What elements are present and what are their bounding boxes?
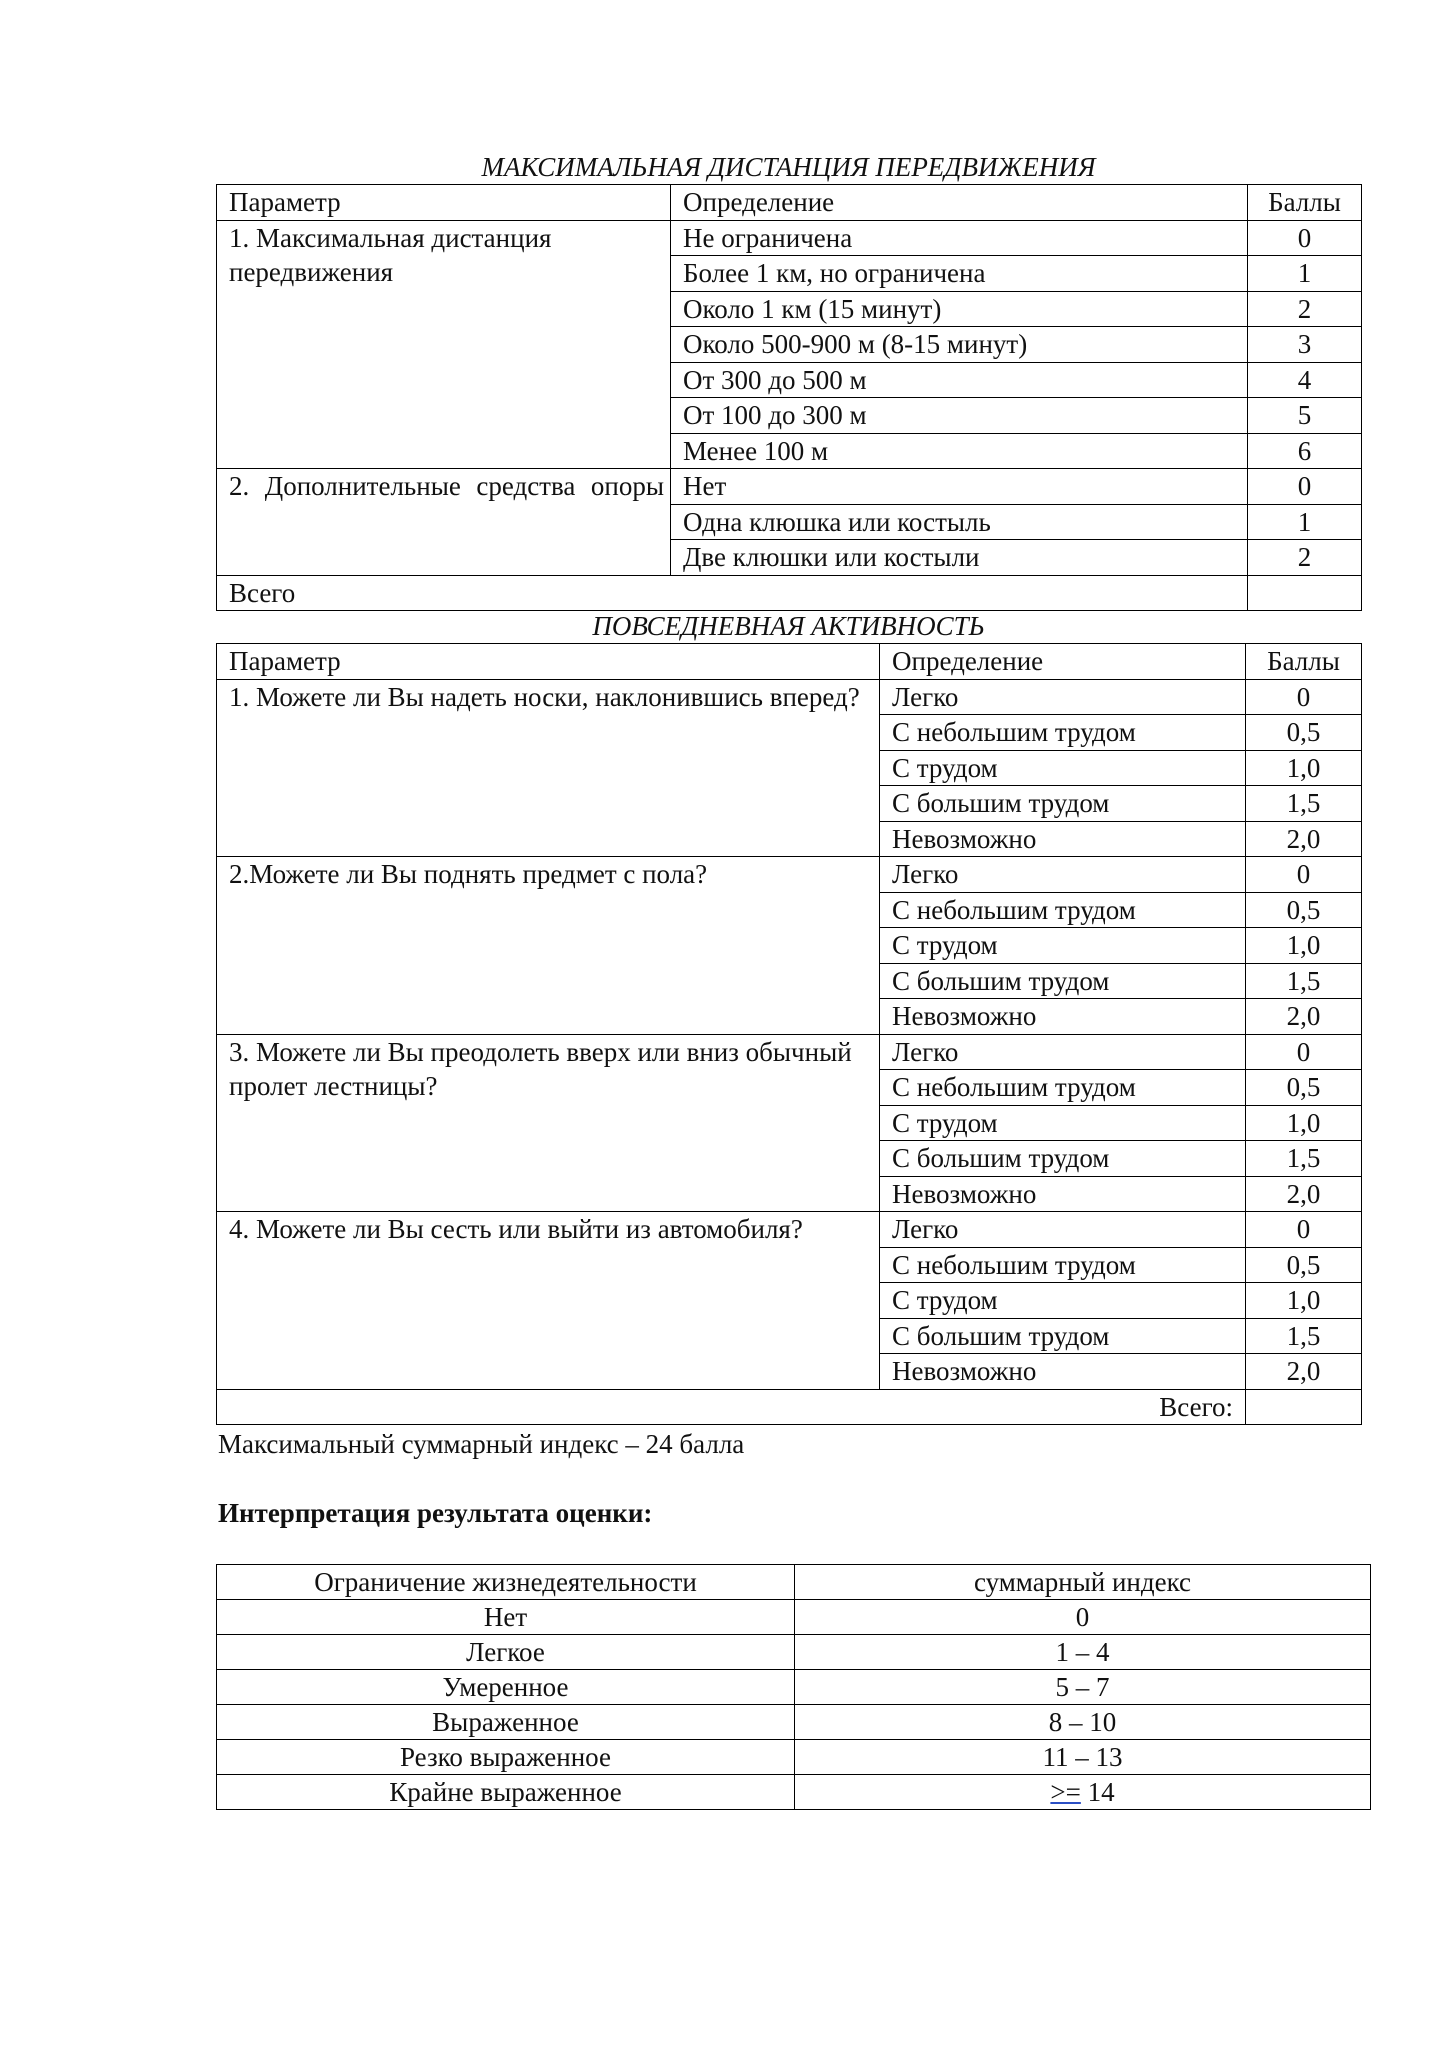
level-cell: Резко выраженное: [217, 1740, 795, 1775]
header-index: суммарный индекс: [795, 1565, 1371, 1600]
level-cell: Умеренное: [217, 1670, 795, 1705]
score-cell: 1,5: [1246, 963, 1362, 999]
score-cell: 1,0: [1246, 928, 1362, 964]
level-cell: Выраженное: [217, 1705, 795, 1740]
table1-caption: МАКСИМАЛЬНАЯ ДИСТАНЦИЯ ПЕРЕДВИЖЕНИЯ: [481, 152, 1096, 182]
definition-cell: Легко: [880, 1212, 1246, 1248]
score-cell: 0,5: [1246, 715, 1362, 751]
score-cell: 2,0: [1246, 821, 1362, 857]
range-cell: 8 – 10: [795, 1705, 1371, 1740]
definition-cell: Одна клюшка или костыль: [671, 504, 1248, 540]
score-cell: 2,0: [1246, 999, 1362, 1035]
total-label: Всего:: [217, 1389, 1246, 1425]
question-car: 4. Можете ли Вы сесть или выйти из автомобиля?: [217, 1212, 880, 1390]
score-cell: 5: [1248, 398, 1362, 434]
score-cell: 0: [1246, 679, 1362, 715]
score-cell: 0: [1246, 857, 1362, 893]
definition-cell: Не ограничена: [671, 220, 1248, 256]
range-cell: 11 – 13: [795, 1740, 1371, 1775]
definition-cell: С небольшим трудом: [880, 1247, 1246, 1283]
total-row: [217, 575, 1362, 611]
definition-cell: Около 500-900 м (8-15 минут): [671, 327, 1248, 363]
table-row: [217, 1775, 1371, 1810]
score-cell: 1,0: [1246, 750, 1362, 786]
score-cell: 3: [1248, 327, 1362, 363]
range-cell: 5 – 7: [795, 1670, 1371, 1705]
definition-cell: Около 1 км (15 минут): [671, 291, 1248, 327]
definition-cell: Невозможно: [880, 1354, 1246, 1390]
table-row: [217, 1740, 1371, 1775]
definition-cell: С трудом: [880, 1105, 1246, 1141]
table-row: [217, 1705, 1371, 1740]
score-cell: 0: [1248, 469, 1362, 505]
definition-cell: С небольшим трудом: [880, 1070, 1246, 1106]
table-row: [217, 220, 1362, 256]
question-socks: 1. Можете ли Вы надеть носки, наклонившись вперед?: [217, 679, 880, 857]
definition-cell: С небольшим трудом: [880, 892, 1246, 928]
definition-cell: Невозможно: [880, 1176, 1246, 1212]
header-score: Баллы: [1248, 185, 1362, 221]
definition-cell: Легко: [880, 679, 1246, 715]
header-score: Баллы: [1246, 644, 1362, 680]
range-cell: 0: [795, 1600, 1371, 1635]
score-cell: 4: [1248, 362, 1362, 398]
score-cell: 2,0: [1246, 1354, 1362, 1390]
range-value: 14: [1080, 1777, 1115, 1807]
question-floor-object: 2.Можете ли Вы поднять предмет с пола?: [217, 857, 880, 1035]
table-row: [217, 1670, 1371, 1705]
param-distance: 1. Максимальная дистанция передвижения: [217, 220, 671, 469]
level-cell: Нет: [217, 1600, 795, 1635]
definition-cell: С небольшим трудом: [880, 715, 1246, 751]
gte-symbol: >=: [1050, 1777, 1081, 1807]
question-stairs: 3. Можете ли Вы преодолеть вверх или вниз обычный пролет лестницы?: [217, 1034, 880, 1212]
score-cell: 1,5: [1246, 786, 1362, 822]
table-row: [217, 1034, 1362, 1070]
definition-cell: С трудом: [880, 750, 1246, 786]
table2-caption: ПОВСЕДНЕВНАЯ АКТИВНОСТЬ: [592, 611, 985, 641]
score-cell: 1,5: [1246, 1141, 1362, 1177]
total-row: [217, 1389, 1362, 1425]
definition-cell: Две клюшки или костыли: [671, 540, 1248, 576]
definition-cell: От 100 до 300 м: [671, 398, 1248, 434]
table-row: [217, 469, 1362, 505]
level-cell: Легкое: [217, 1635, 795, 1670]
param-support: 2. Дополнительные средства опоры: [217, 469, 671, 576]
range-cell: 1 – 4: [795, 1635, 1371, 1670]
total-label: Всего: [217, 575, 1248, 611]
definition-cell: Нет: [671, 469, 1248, 505]
definition-cell: С большим трудом: [880, 1141, 1246, 1177]
definition-cell: Невозможно: [880, 821, 1246, 857]
table-row: [217, 857, 1362, 893]
max-index-text: Максимальный суммарный индекс – 24 балла: [218, 1429, 745, 1459]
header-definition: Определение: [671, 185, 1248, 221]
table-row: [217, 1635, 1371, 1670]
score-cell: 2: [1248, 540, 1362, 576]
header-definition: Определение: [880, 644, 1246, 680]
table-header-row: [217, 644, 1362, 680]
activity-table: [216, 643, 1362, 1425]
score-cell: 0: [1248, 220, 1362, 256]
definition-cell: Легко: [880, 857, 1246, 893]
score-cell: 1,0: [1246, 1105, 1362, 1141]
header-parameter: Параметр: [217, 185, 671, 221]
table-header-row: [217, 185, 1362, 221]
header-limitation: Ограничение жизнедеятельности: [217, 1565, 795, 1600]
definition-cell: От 300 до 500 м: [671, 362, 1248, 398]
definition-cell: С трудом: [880, 1283, 1246, 1319]
score-cell: 0,5: [1246, 1247, 1362, 1283]
definition-cell: Невозможно: [880, 999, 1246, 1035]
score-cell: 2,0: [1246, 1176, 1362, 1212]
definition-cell: С трудом: [880, 928, 1246, 964]
score-cell: 6: [1248, 433, 1362, 469]
total-value: [1248, 575, 1362, 611]
score-cell: 2: [1248, 291, 1362, 327]
score-cell: 0,5: [1246, 1070, 1362, 1106]
table-row: [217, 1212, 1362, 1248]
score-cell: 0: [1246, 1034, 1362, 1070]
definition-cell: Менее 100 м: [671, 433, 1248, 469]
definition-cell: С большим трудом: [880, 1318, 1246, 1354]
score-cell: 0: [1246, 1212, 1362, 1248]
score-cell: 0,5: [1246, 892, 1362, 928]
score-cell: 1,5: [1246, 1318, 1362, 1354]
interpretation-table: [216, 1564, 1371, 1810]
score-cell: 1: [1248, 256, 1362, 292]
interpretation-heading: Интерпретация результата оценки:: [218, 1498, 653, 1528]
table-row: [217, 1600, 1371, 1635]
score-cell: 1: [1248, 504, 1362, 540]
definition-cell: С большим трудом: [880, 963, 1246, 999]
level-cell: Крайне выраженное: [217, 1775, 795, 1810]
total-value: [1246, 1389, 1362, 1425]
table-row: [217, 679, 1362, 715]
definition-cell: С большим трудом: [880, 786, 1246, 822]
range-cell: [795, 1775, 1371, 1810]
definition-cell: Легко: [880, 1034, 1246, 1070]
distance-table: [216, 184, 1362, 611]
header-parameter: Параметр: [217, 644, 880, 680]
score-cell: 1,0: [1246, 1283, 1362, 1319]
table-header-row: [217, 1565, 1371, 1600]
definition-cell: Более 1 км, но ограничена: [671, 256, 1248, 292]
